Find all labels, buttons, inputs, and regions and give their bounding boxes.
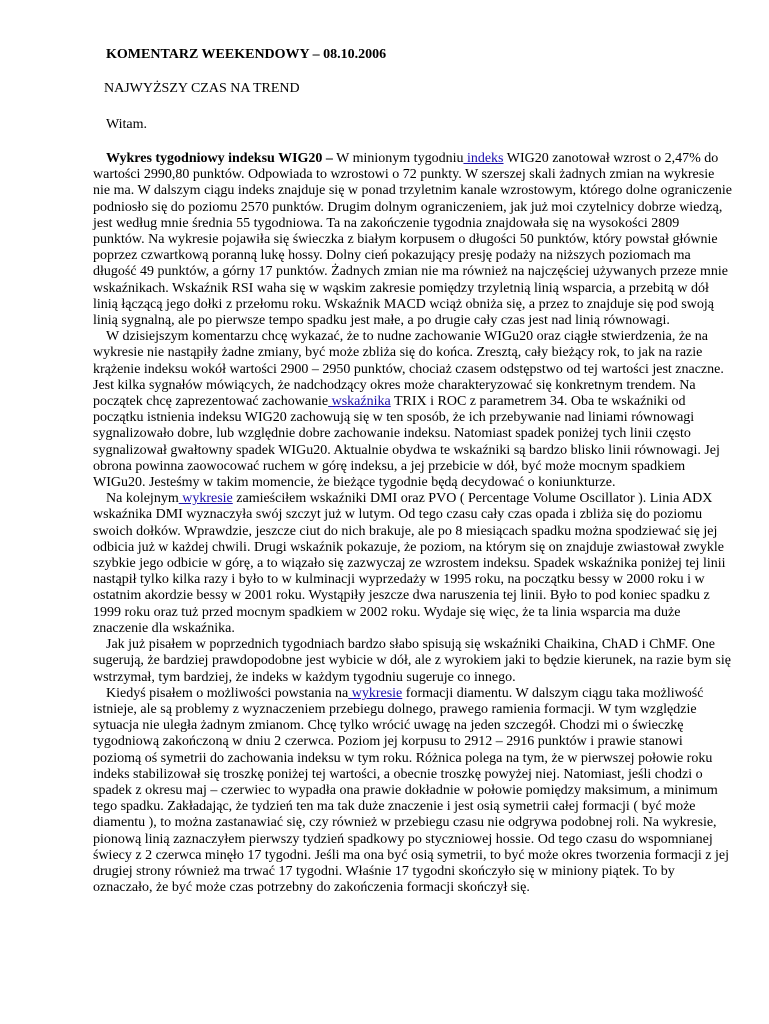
paragraph-text: zamieściłem wskaźniki DMI oraz PVO ( Percentage Volume Oscillator ). Linia ADX wskaźnika DMI wyznaczyła swój szczyt już w lutym. Od tego czasu cały czas opada i zbliża się do poziomu swoich dołków. Wprawdzie, jeszcze ciut do nich brakuje, ale po 8 miesiącach spadku można spodziewać się jej odbicia już w każdej chwili. Drugi wskaźnik pokazuje, że poziom, na którym się on znajduje zwiastował zwykle szybkie jego odbicie w górę, a to wiązało się zazwyczaj ze wzrostem indeksu. Spadek wskaźnika poniżej tej linii nastąpił tylko kilka razy i było to w kulminacji wyprzedaży w 1995 roku, na początku bessy w 2000 roku i w ostatnim akordzie bessy w 2001 roku. Wystąpiły jeszcze dwa naruszenia tej linii. Było to pod koniec spadku z 1999 roku oraz tuż przed mocnym spadkiem w 2002 roku. Wydaje się więc, że ta linia wsparcia ma duże znaczenie dla wskaźnika. — [93, 491, 726, 636]
paragraph-dmi-pvo — [93, 491, 733, 637]
link-wskaznika[interactable]: wskaźnika — [328, 394, 391, 410]
paragraph-text: W dzisiejszym komentarzu chcę wykazać, że to nudne zachowanie WIGu20 oraz ciągłe stwierdzenia, że na wykresie nie nastąpiły żadne zmiany, być może zbliża się do końca. Zresztą, cały bieżący rok, to jak na razie krążenie indeksu wokół wartości 2900 – 2950 punktów, chociaż czasem odstępstwo od tej wartości jest znaczne. Jest kilka sygnałów mówiących, że nadchodzący okres może charakteryzować się konkretnym trendem. Na początek chcę zaprezentować zachowanie — [93, 329, 724, 410]
paragraph-chaikin — [93, 637, 733, 686]
link-indeks[interactable]: indeks — [463, 151, 504, 166]
greeting: Witam. — [106, 117, 148, 132]
link-wykresie[interactable]: wykresie — [178, 491, 233, 507]
paragraph-text: WIG20 zanotował wzrost o 2,47% do wartości 2990,80 punktów. Odpowiada to wzrostowi o 72 punkty. W szerszej skali żadnych zmian na wykresie nie ma. W dalszym ciągu indeks znajduje się w ponad trzyletnim kanale wzrostowym, którego dolne ograniczenie podniosło się do poziomu 2570 punktów. Drugim dolnym ograniczeniem, jak już moi czytelnicy dobrze wiedzą, jest według mnie średnia 55 tygodniowa. Ta na zakończenie tygodnia znajdowała się na wysokości 2809 punktów. Na wykresie pojawiła się świeczka z białym korpusem o długości 50 punktów, który powstał głównie poprzez czwartkową poranną lukę hossy. Dolny cień pokazujący presję podaży na niższych poziomach ma długość 49 punktów, a górny 17 punktów. Żadnych zmian nie ma również na najczęściej używanych przeze mnie wskaźnikach. Wskaźnik RSI waha się w wąskim zakresie pomiędzy trzyletnią linią wsparcia, a przebitą w dół linią łączącą jego dołki z przełomu roku. Wskaźnik MACD wciąż obniża się, a przez to znajduje się pod swoją linią sygnalną, ale po pierwsze tempo spadku jest małe, a po drugie cały czas jest nad linią równowagi. — [93, 151, 733, 329]
paragraph-diamond — [93, 686, 733, 897]
article-body — [93, 151, 733, 896]
paragraph-text: Jak już pisałem w poprzednich tygodniach bardzo słabo spisują się wskaźniki Chaikina, ChAD i ChMF. One sugerują, że bardziej prawdopodobne jest wybicie w dół, ale z wyrokiem jaki to będzie kierunek, na razie bym się wstrzymał, tym bardziej, że indeks w każdym tygodniu sugeruje co innego. — [93, 637, 731, 685]
paragraph-lead: Wykres tygodniowy indeksu WIG20 – — [106, 151, 333, 166]
paragraph-text: Na kolejnym — [106, 491, 179, 507]
link-wykresie-diamond[interactable]: wykresie — [348, 685, 403, 701]
paragraph-text: W minionym tygodniu — [332, 151, 464, 166]
document-title: KOMENTARZ WEEKENDOWY – 08.10.2006 — [106, 47, 387, 62]
document-subtitle: NAJWYŻSZY CZAS NA TREND — [104, 81, 300, 96]
paragraph-text: formacji diamentu. W dalszym ciągu taka możliwość istnieje, ale są problemy z wyznaczeniem przebiegu dolnego, prawego ramienia formacji. W tym względzie sytuacja nie uległa żadnym zmianom. Chcę tylko wrócić uwagę na jeden szczegół. Chodzi mi o świeczkę tygodniową zakończoną w dniu 2 czerwca. Poziom jej korpusu to 2912 – 2916 punktów i prawie stanowi poziomą oś symetrii do zachowania indeksu w tym roku. Różnica polega na tym, że w pierwszej połowie roku indeks stabilizował się troszkę poniżej tej wartości, a obecnie troszkę powyżej niej. Natomiast, jeśli chodzi o spadek z okresu maj – czerwiec to wypadła ona prawie dokładnie w połowie pomiędzy maksimum, a minimum tego spadku. Zakładając, że tydzień ten ma tak duże znaczenie i jest osią symetrii całej formacji ( być może diamentu ), to można zastanawiać się, czy również w przebiegu czasu nie odgrywa podobnej roli. Na wykresie, pionową linią zaznaczyłem pierwszy tydzień spadkowy po styczniowej hossie. Od tego czasu do wspomnianej świecy z 2 czerwca minęło 17 tygodni. Jeśli ma ona być osią symetrii, to być może okres tworzenia formacji z jej drugiej strony również ma trwać 17 tygodni. Właśnie 17 tygodni skończyło się w miniony piątek. To by oznaczało, że być może czas potrzebny do zakończenia formacji skończył się. — [93, 685, 730, 896]
paragraph-weekly-chart — [93, 151, 733, 329]
paragraph-text: Kiedyś pisałem o możliwości powstania na — [106, 685, 349, 701]
paragraph-text: TRIX i ROC z parametrem 34. Oba te wskaźniki od początku istnienia indeksu WIG20 zachowują się w ten sposób, że ich przebywanie nad liniami równowagi sygnalizowało dobre, lub względnie dobre zachowanie indeksu. Natomiast spadek poniżej tych linii często sygnalizował gwałtowny spadek WIGu20. Aktualnie obydwa te wskaźniki są bardzo blisko linii równowagi. Jej obrona powinna zaowocować ruchem w górę indeksu, a jej przebicie w dół, być może mocnym spadkiem WIGu20. Jesteśmy w takim momencie, że bieżące tygodnie będą decydować o koniunkturze. — [93, 394, 720, 491]
paragraph-trend — [93, 329, 733, 491]
